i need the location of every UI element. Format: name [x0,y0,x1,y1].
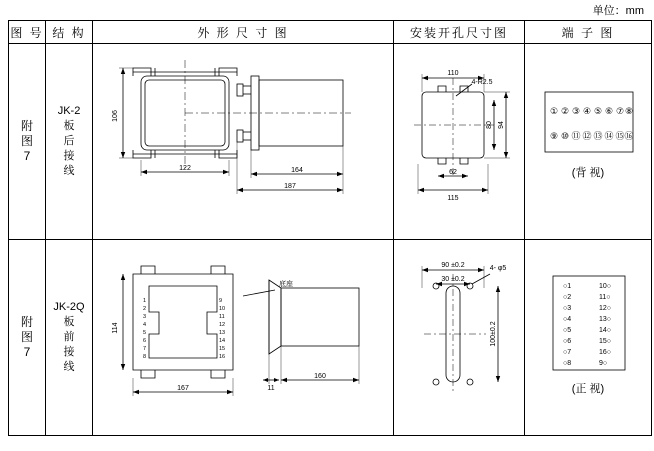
terminal-number: ① [549,106,559,116]
structure-char: 板 [63,316,75,328]
terminal-number: 3 [143,314,147,320]
terminal-number: 14○ [599,327,612,334]
terminal-number: ④ [582,106,592,116]
terminal-number: ⑮ [615,131,625,141]
terminal-number: 2 [143,306,147,312]
dim-label: 115 [447,195,459,202]
dim-label: 187 [284,183,296,190]
header-terminal-diagram: 端 子 图 [525,21,652,44]
figure-no-cell-2 [9,240,46,436]
terminal-number: ○1 [563,283,572,290]
terminal-view-caption-1: (背 视) [571,167,605,179]
terminal-number: 12○ [599,305,612,312]
terminal-number: ⑤ [593,106,603,116]
structure-char: 线 [63,165,75,177]
outline-drawing-1 [93,44,393,239]
dim-label: 100±0.2 [490,321,497,347]
terminal-number: 10○ [599,283,612,290]
figure-no-char: 附 [20,119,33,133]
terminal-number: 1 [143,298,147,304]
dim-label: 4-R2.5 [471,79,493,86]
dim-label: 11 [267,385,275,392]
mounting-cutout-2 [394,240,524,435]
structure-char: 接 [63,346,75,358]
terminal-number: 11○ [599,294,611,301]
terminal-number: 16○ [599,349,612,356]
terminal-number: ⑭ [604,131,614,141]
terminal-number: ⑨ [549,131,559,141]
terminal-number: ⑯ [624,131,634,141]
figure-no-cell-1 [9,44,46,240]
terminal-diagram-cell-1 [525,44,652,240]
dim-label: 106 [112,110,119,122]
terminal-number: 14 [219,338,226,344]
terminal-number: ○2 [563,294,572,301]
terminal-number: 12 [219,322,226,328]
terminal-number: 5 [143,330,147,336]
figure-no-char: 7 [23,149,31,163]
structure-char: JK-2Q [53,301,85,313]
table-row [9,240,652,436]
terminal-number: ⑩ [560,131,570,141]
unit-note: 单位：mm [592,5,644,17]
header-outline-drawing: 外 形 尺 寸 图 [93,21,394,44]
terminal-number: ○3 [563,305,572,312]
dim-label: 110 [447,70,459,77]
structure-char: JK-2 [57,105,81,117]
figure-no-char: 图 [20,134,33,148]
terminal-number: 10 [219,306,226,312]
table-header-row [9,21,652,44]
figure-no-char: 7 [23,345,31,359]
terminal-number: ⑬ [593,131,603,141]
dimension-table [8,20,652,436]
dim-label: 160 [314,373,326,380]
terminal-number: ○7 [563,349,572,356]
mounting-cutout-cell-2 [394,240,525,436]
terminal-number: 11 [219,314,225,320]
structure-char: 板 [63,120,75,132]
terminal-diagram-2 [525,240,651,435]
dim-label: 94 [498,121,505,129]
terminal-number: ○6 [563,338,572,345]
base-note: 底座 [279,281,293,288]
outline-drawing-cell-1 [93,44,394,240]
dim-label: 122 [179,165,191,172]
dim-label: 114 [112,322,119,334]
terminal-number: 7 [143,346,147,352]
terminal-number: ② [560,106,570,116]
dim-label: 4- φ5 [489,265,507,272]
terminal-number: ○5 [563,327,572,334]
dim-label: 167 [177,385,189,392]
terminal-number: 15 [219,346,226,352]
terminal-number: 9○ [599,360,608,367]
table-row [9,44,652,240]
structure-char: 前 [63,331,75,343]
structure-char: 后 [63,135,75,147]
terminal-diagram-1 [525,44,651,239]
terminal-number: 4 [143,322,147,328]
terminal-number: 15○ [599,338,612,345]
outline-drawing-cell-2 [93,240,394,436]
terminal-number: 16 [219,354,226,360]
mounting-cutout-cell-1 [394,44,525,240]
terminal-number: 13○ [599,316,612,323]
header-figure-no: 图 号 [9,21,46,44]
terminal-number: ⑥ [604,106,614,116]
terminal-number: ⑪ [571,131,581,141]
structure-char: 线 [63,361,75,373]
terminal-number: 8 [143,354,147,360]
structure-char: 接 [63,150,75,162]
dim-label: 80 [486,121,493,129]
terminal-number: 13 [219,330,226,336]
dim-label: 90 ±0.2 [441,262,465,269]
terminal-diagram-cell-2 [525,240,652,436]
header-structure: 结 构 [46,21,93,44]
figure-no-char: 附 [20,315,33,329]
terminal-number: ○8 [563,360,572,367]
terminal-number: ⑧ [624,106,634,116]
terminal-number: ③ [571,106,581,116]
terminal-number: ○4 [563,316,572,323]
dim-label: 164 [291,167,303,174]
terminal-number: 9 [219,298,223,304]
terminal-number: 6 [143,338,147,344]
terminal-number: ⑫ [582,131,592,141]
figure-no-char: 图 [20,330,33,344]
header-mounting-cutout: 安装开孔尺寸图 [394,21,525,44]
mounting-cutout-1 [394,44,524,239]
dim-label: 30 ±0.2 [441,276,465,283]
outline-drawing-2 [93,240,393,435]
terminal-number: ⑦ [615,106,625,116]
dim-label: 62 [449,169,457,176]
structure-cell-1 [46,44,93,240]
structure-cell-2 [46,240,93,436]
terminal-view-caption-2: (正 视) [571,383,605,395]
